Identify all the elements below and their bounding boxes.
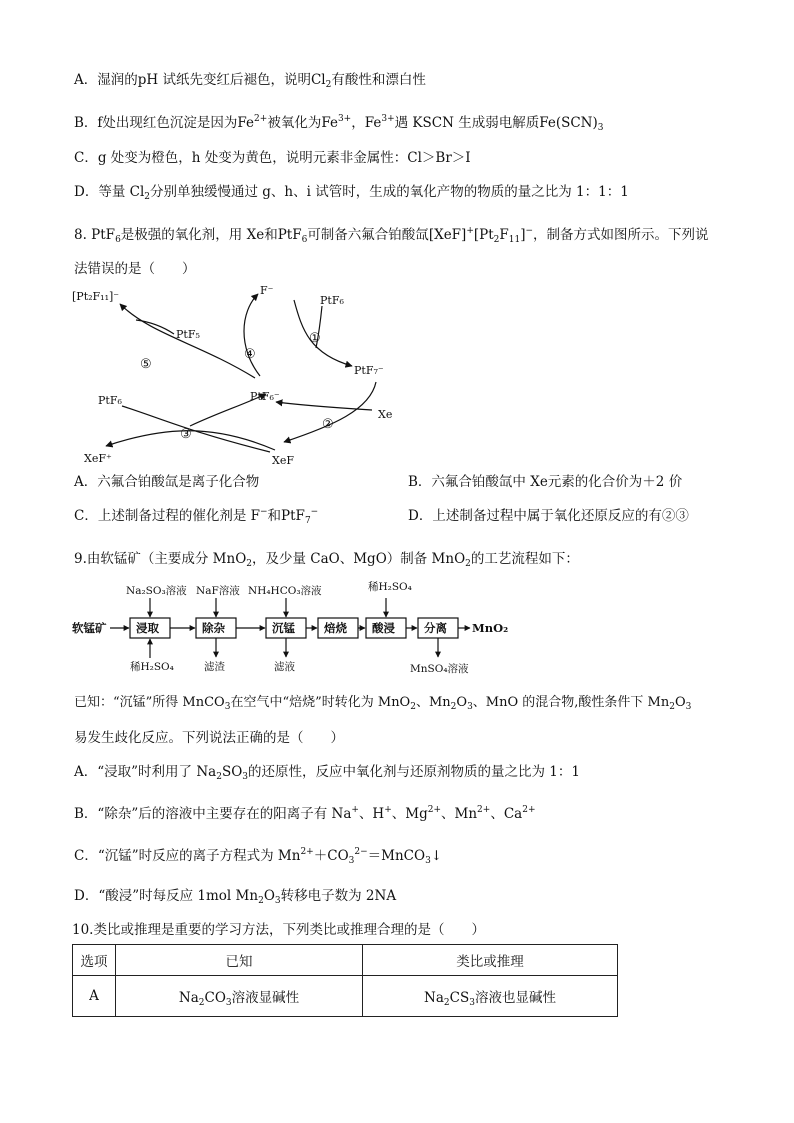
flow-reagent-h2so4-1: 稀H₂SO₄ bbox=[130, 661, 174, 673]
q10-table bbox=[72, 944, 618, 1017]
flow-product: MnO₂ bbox=[472, 621, 509, 635]
q10-stem: 10.类比或推理是重要的学习方法，下列类比或推理合理的是（ ） bbox=[72, 922, 485, 938]
row-inference: $Na_2CS_3$溶液也显碱性 bbox=[363, 976, 618, 1017]
label-xef: XeF bbox=[272, 454, 294, 467]
label-xe: Xe bbox=[378, 408, 393, 421]
flow-reagent-h2so4-2: 稀H₂SO₄ bbox=[368, 581, 412, 593]
q8-option-c: C．上述制备过程的催化剂是 F−和PtF$_7$− bbox=[74, 507, 319, 526]
label-xef-plus: XeF⁺ bbox=[84, 452, 112, 465]
q8-stem-line2: 法错误的是（ ） bbox=[74, 261, 196, 277]
label-ptf5: PtF₅ bbox=[176, 328, 200, 341]
label-step1: ① bbox=[309, 331, 321, 346]
flow-label-leach: 浸取 bbox=[136, 621, 159, 635]
q8-option-b: B．六氟合铂酸氙中 Xe元素的化合价为＋2 价 bbox=[408, 474, 683, 490]
q9-known-line1: 已知：“沉锰”所得 MnCO$_3$在空气中“焙烧”时转化为 MnO$_2$、$Mn_2O_3$、MnO 的混合物,酸性条件下 $Mn_2O_3$ bbox=[74, 695, 692, 712]
q9-stem: 9.由软锰矿（主要成分 MnO$_2$，及少量 CaO、MgO）制备 MnO$_2$的工艺流程如下： bbox=[74, 551, 579, 569]
flow-label-purify: 除杂 bbox=[202, 621, 225, 635]
flow-filtrate: 滤液 bbox=[274, 661, 295, 673]
arrow-ptf5-join bbox=[136, 320, 174, 334]
flow-reagent-nh4hco3: NH₄HCO₃溶液 bbox=[248, 585, 322, 597]
label-step3: ③ bbox=[180, 427, 192, 442]
q7-option-a: A．湿润的pH 试纸先变红后褪色，说明$Cl_2$有酸性和漂白性 bbox=[74, 72, 426, 90]
label-ptf6-top: PtF₆ bbox=[320, 294, 344, 307]
arrow-step1 bbox=[294, 300, 352, 366]
q7-option-d: D．等量 $Cl_2$分别单独缓慢通过 g、h、i 试管时，生成的氧化产物的物质的量之比为 1：1：1 bbox=[74, 184, 629, 202]
flow-reagent-na2so3: Na₂SO₃溶液 bbox=[126, 585, 187, 597]
header-known: 已知 bbox=[116, 945, 363, 976]
q9-process-flow-diagram bbox=[72, 578, 512, 678]
header-inference: 类比或推理 bbox=[363, 945, 618, 976]
row-label: A bbox=[73, 976, 116, 1017]
arrow-step4 bbox=[244, 294, 260, 376]
label-ptf6-left: PtF₆ bbox=[98, 394, 122, 407]
flow-label-separate: 分离 bbox=[424, 621, 447, 635]
arrow-xe-to-ptf6 bbox=[276, 402, 372, 410]
table-row bbox=[73, 976, 618, 1017]
q9-known-line2: 易发生歧化反应。下列说法正确的是（ ） bbox=[74, 730, 344, 746]
flow-reagent-naf: NaF溶液 bbox=[196, 585, 240, 597]
q9-option-c: C．“沉锰”时反应的离子方程式为 $Mn^{2+}+CO_3^{2-}=MnCO_3↓$ bbox=[74, 847, 443, 866]
label-step4: ④ bbox=[244, 347, 256, 362]
arrow-step3-a bbox=[122, 406, 270, 452]
q9-option-d: D．“酸浸”时每反应 1mol $Mn_2O_3$转移电子数为 2NA bbox=[74, 888, 397, 906]
flow-residue: 滤渣 bbox=[204, 661, 225, 673]
flow-raw-ore: 软锰矿 bbox=[72, 621, 107, 635]
q9-option-a: A．“浸取”时利用了 $Na_2SO_3$的还原性，反应中氧化剂与还原剂物质的量之比为 1：1 bbox=[74, 764, 580, 782]
arrow-step2 bbox=[284, 382, 376, 442]
label-f-minus: F⁻ bbox=[260, 284, 274, 297]
q7-option-b: B．f处出现红色沉淀是因为$Fe^{2+}$被氧化为$Fe^{3+}$，$Fe^{3+}$遇 KSCN 生成弱电解质$Fe(SCN)_3$ bbox=[74, 114, 604, 133]
flow-label-precipitate: 沉锰 bbox=[272, 621, 295, 635]
flow-mnso4: MnSO₄溶液 bbox=[410, 663, 469, 675]
header-option: 选项 bbox=[73, 945, 116, 976]
flow-label-acid-leach: 酸浸 bbox=[372, 621, 395, 635]
flow-label-roast: 焙烧 bbox=[324, 621, 347, 635]
table-header-row bbox=[73, 945, 618, 976]
q9-option-b: B．“除杂”后的溶液中主要存在的阳离子有 Na+、H+、$Mg^{2+}$、$Mn^{2+}$、$Ca^{2+}$ bbox=[74, 805, 536, 822]
q8-stem-line1: 8. PtF$_6$是极强的氧化剂，用 Xe和PtF$_6$可制备六氟合铂酸氙$[XeF]^+[Pt_2F_{11}]^-$，制备方式如图所示。下列说 bbox=[74, 226, 709, 245]
q8-option-d: D．上述制备过程中属于氧化还原反应的有②③ bbox=[408, 508, 689, 524]
label-ptf6-center: PtF₆⁻ bbox=[250, 390, 280, 403]
q8-reaction-cycle-diagram bbox=[70, 282, 410, 468]
q8-option-a: A．六氟合铂酸氙是离子化合物 bbox=[74, 474, 260, 490]
label-ptf7: PtF₇⁻ bbox=[354, 364, 384, 377]
q7-option-c: C．g 处变为橙色，h 处变为黄色，说明元素非金属性：Cl＞Br＞I bbox=[74, 150, 471, 166]
label-step5: ⑤ bbox=[140, 357, 152, 372]
label-pt2f11: [Pt₂F₁₁]⁻ bbox=[72, 290, 120, 303]
label-step2: ② bbox=[322, 417, 334, 432]
row-known: $Na_2CO_3$溶液显碱性 bbox=[116, 976, 363, 1017]
